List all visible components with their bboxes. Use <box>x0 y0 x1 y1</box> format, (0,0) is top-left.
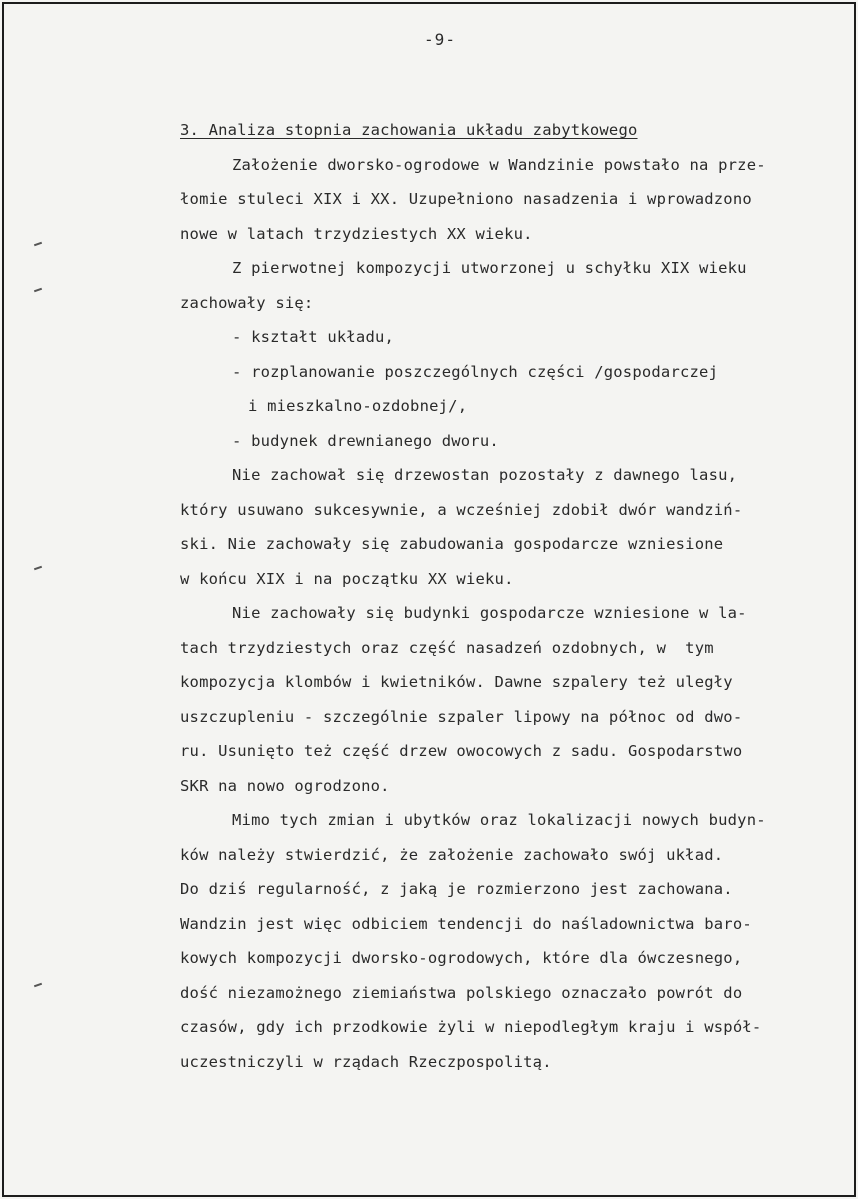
text-line: łomie stuleci XIX i XX. Uzupełniono nasadzenia i wprowadzono <box>180 190 752 208</box>
page-number: -9- <box>424 30 456 49</box>
text-line: ków należy stwierdzić, że założenie zachowało swój układ. <box>180 845 724 864</box>
text-line: tach trzydziestych oraz część nasadzeń ozdobnych, w tym <box>180 638 714 657</box>
text-line: Założenie dworsko-ogrodowe w Wandzinie powstało na prze- <box>232 155 766 174</box>
text-line: Do dziś regularność, z jaką je rozmierzono jest zachowana. <box>180 880 733 898</box>
text-line: dość niezamożnego ziemiaństwa polskiego oznaczało powrót do <box>180 983 743 1002</box>
text-line: Z pierwotnej kompozycji utworzonej u schyłku XIX wieku <box>232 259 747 277</box>
list-item: - kształt układu, <box>232 328 395 346</box>
text-line: ru. Usunięto też część drzew owocowych z sadu. Gospodarstwo <box>180 742 743 760</box>
text-line: Nie zachował się drzewostan pozostały z dawnego lasu, <box>232 466 738 484</box>
text-line: uszczupleniu - szczególnie szpaler lipowy na północ od dwo- <box>180 707 743 726</box>
text-line: uczestniczyli w rządach Rzeczpospolitą. <box>180 1052 552 1071</box>
text-line: Mimo tych zmian i ubytków oraz lokalizacji nowych budyn- <box>232 811 766 829</box>
section-heading: 3. Analiza stopnia zachowania układu zabytkowego <box>180 121 638 139</box>
text-line: kompozycja klombów i kwietników. Dawne szpalery też uległy <box>180 673 733 691</box>
text-line: ski. Nie zachowały się zabudowania gospodarcze wzniesione <box>180 535 724 553</box>
list-item-continuation: i mieszkalno-ozdobnej/, <box>248 397 468 415</box>
text-line: Nie zachowały się budynki gospodarcze wzniesione w la- <box>232 604 747 622</box>
list-item: - rozplanowanie poszczególnych części /gospodarczej <box>232 362 719 381</box>
text-line: w końcu XIX i na początku XX wieku. <box>180 569 514 588</box>
list-item: - budynek drewnianego dworu. <box>232 431 499 450</box>
text-line: nowe w latach trzydziestych XX wieku. <box>180 224 533 243</box>
document-body <box>180 113 820 1079</box>
text-line: zachowały się: <box>180 293 314 312</box>
text-line: SKR na nowo ogrodzono. <box>180 776 390 795</box>
text-line: kowych kompozycji dworsko-ogrodowych, które dla ówczesnego, <box>180 949 743 967</box>
text-line: Wandzin jest więc odbiciem tendencji do naśladownictwa baro- <box>180 914 752 933</box>
text-line: czasów, gdy ich przodkowie żyli w niepodległym kraju i współ- <box>180 1018 762 1036</box>
text-line: który usuwano sukcesywnie, a wcześniej zdobił dwór wandziń- <box>180 500 743 519</box>
